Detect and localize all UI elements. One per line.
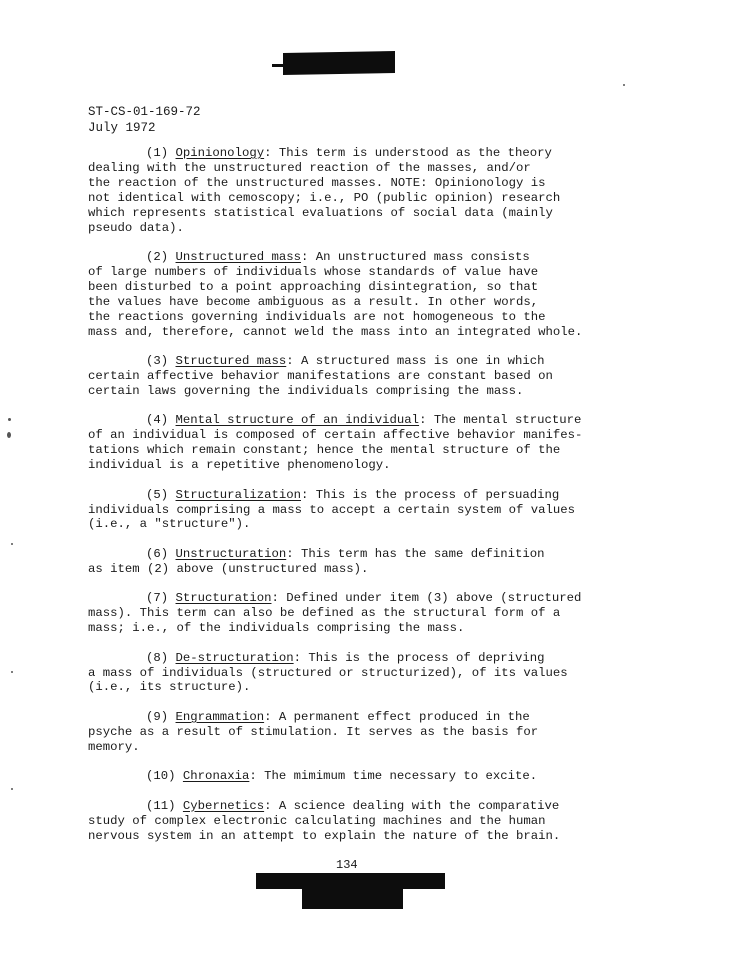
page-number: 134 <box>336 858 358 872</box>
definition-text: : This term is understood as the theory dealing with the unstructured reaction of the masses, and/or the reaction of the unstructured masses. NOTE: Opinionology is not identical with cemoscopy; i.e., PO (public opinion) research which represents statistical evaluations of social data (mainly pseudo data). <box>88 146 561 235</box>
defined-term: Mental structure of an individual <box>175 413 420 428</box>
definition-text: : The mimimum time necessary to excite. <box>249 769 538 784</box>
defined-term: Opinionology <box>175 146 265 160</box>
definition-item <box>88 769 612 784</box>
definition-text: : A science dealing with the comparative study of complex electronic calculating machines and the human nervous system in an attempt to explain the nature of the brain. <box>88 798 561 843</box>
item-number: (9) <box>146 709 169 724</box>
definition-item <box>88 591 612 636</box>
definition-item <box>88 413 612 473</box>
scan-speck <box>11 788 13 790</box>
redaction-block-bottom-lower <box>302 887 403 909</box>
definition-text: : This is the process of persuading individuals comprising a mass to accept a certain system of values (i.e., a "structure"). <box>88 487 576 532</box>
defined-term: Structuralization <box>175 487 301 502</box>
definition-text: : An unstructured mass consists of large numbers of individuals whose standards of value have been disturbed to a point approaching disintegration, so that the values have become ambiguous as a result. In other words, the reactions governing individuals are not homogeneous to the mass and, therefore, cannot weld the mass into an integrated whole. <box>88 250 583 339</box>
definition-text: : A structured mass is one in which certain affective behavior manifestations are constant based on certain laws governing the individuals comprising the mass. <box>88 354 553 398</box>
definition-text: : This term has the same definition as item (2) above (unstructured mass). <box>88 546 545 576</box>
defined-term: Structured mass <box>175 354 287 369</box>
item-number: (11) <box>146 798 176 813</box>
definition-text: : This is the process of depriving a mass of individuals (structured or structurized), of its values (i.e., its structure). <box>88 650 568 695</box>
definitions-list <box>88 146 612 858</box>
defined-term: De-structuration <box>175 650 294 665</box>
redaction-block-top <box>283 51 395 75</box>
definition-text: : The mental structure of an individual is composed of certain affective behavior manifes- tations which remain constant; hence the mental structure of the individual is a repetitive phenomenology. <box>88 413 583 473</box>
scan-speck <box>623 84 625 86</box>
document-header <box>88 104 201 136</box>
scan-speck <box>11 543 13 545</box>
item-number: (8) <box>146 650 169 665</box>
item-number: (2) <box>146 250 169 265</box>
scan-speck <box>7 432 11 438</box>
definition-text: : Defined under item (3) above (structured mass). This term can also be defined as the structural form of a mass; i.e., of the individuals comprising the mass. <box>88 591 582 636</box>
defined-term: Structuration <box>175 591 272 606</box>
item-number: (5) <box>146 487 169 502</box>
document-date: July 1972 <box>88 121 156 135</box>
definition-item <box>88 146 612 235</box>
definition-item <box>88 799 612 844</box>
scan-speck <box>11 671 13 673</box>
redaction-mark-top-left <box>272 64 286 67</box>
defined-term: Chronaxia <box>182 769 250 784</box>
defined-term: Engrammation <box>175 709 265 724</box>
definition-item <box>88 250 612 339</box>
item-number: (1) <box>146 146 169 160</box>
defined-term: Unstructuration <box>175 546 287 561</box>
defined-term: Cybernetics <box>182 798 265 813</box>
item-number: (7) <box>146 591 169 606</box>
definition-item <box>88 651 612 696</box>
scan-speck <box>8 418 11 421</box>
item-number: (6) <box>146 546 169 561</box>
item-number: (10) <box>146 769 176 784</box>
definition-item <box>88 547 612 577</box>
definition-item <box>88 354 612 399</box>
document-id: ST-CS-01-169-72 <box>88 105 201 119</box>
definition-text: : A permanent effect produced in the psyche as a result of stimulation. It serves as the basis for memory. <box>88 709 539 754</box>
item-number: (3) <box>146 354 169 369</box>
item-number: (4) <box>146 413 169 428</box>
definition-item <box>88 488 612 533</box>
definition-item <box>88 710 612 755</box>
defined-term: Unstructured mass <box>175 250 301 265</box>
